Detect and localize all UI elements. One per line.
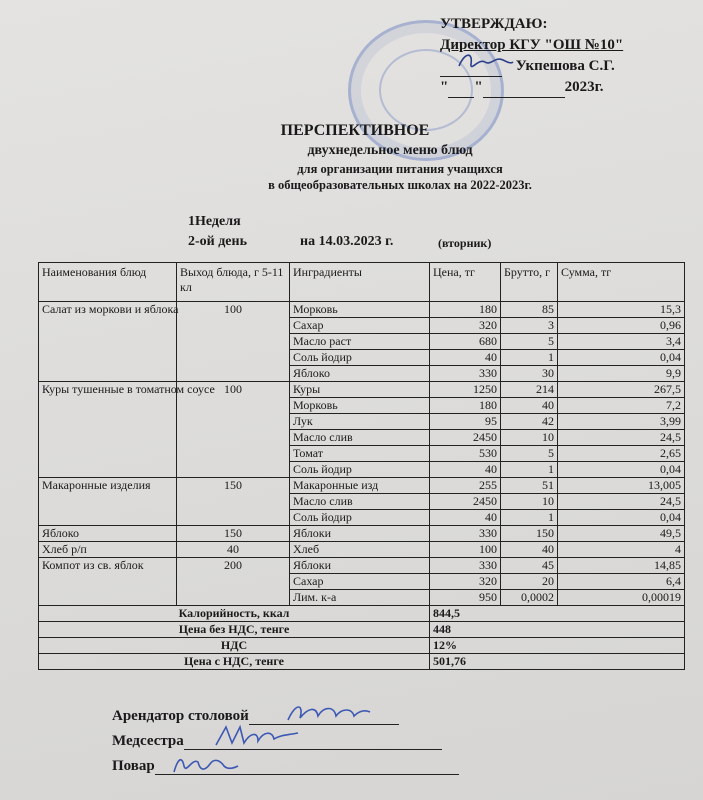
summary-value: 448 bbox=[430, 622, 685, 638]
ingredient-name: Куры bbox=[290, 382, 430, 398]
dish-yield: 100 bbox=[177, 302, 290, 382]
ingredient-price: 330 bbox=[430, 558, 501, 574]
summary-row bbox=[39, 622, 685, 638]
ingredient-price: 100 bbox=[430, 542, 501, 558]
dish-yield: 100 bbox=[177, 382, 290, 478]
dish-yield: 150 bbox=[177, 478, 290, 526]
document-titles bbox=[200, 122, 600, 193]
date-quote-open: " bbox=[440, 79, 449, 95]
ingredient-price: 320 bbox=[430, 318, 501, 334]
ingredient-sum: 0,04 bbox=[558, 350, 685, 366]
summary-label: Калорийность, ккал bbox=[39, 606, 430, 622]
ingredient-name: Лук bbox=[290, 414, 430, 430]
signature-nurse bbox=[112, 733, 459, 758]
table-row bbox=[39, 478, 685, 494]
ingredient-sum: 267,5 bbox=[558, 382, 685, 398]
ingredient-price: 2450 bbox=[430, 430, 501, 446]
ingredient-name: Яблоки bbox=[290, 526, 430, 542]
summary-value: 844,5 bbox=[430, 606, 685, 622]
ingredient-price: 40 bbox=[430, 462, 501, 478]
signature-cook-label: Повар bbox=[112, 758, 155, 774]
approval-director: Директор КГУ "ОШ №10" bbox=[440, 37, 624, 53]
ingredient-name: Хлеб bbox=[290, 542, 430, 558]
ingredient-price: 950 bbox=[430, 590, 501, 606]
ingredient-sum: 24,5 bbox=[558, 494, 685, 510]
ingredient-sum: 13,005 bbox=[558, 478, 685, 494]
menu-table bbox=[38, 262, 685, 670]
table-row bbox=[39, 542, 685, 558]
ingredient-sum: 0,04 bbox=[558, 462, 685, 478]
date-year: 2023г. bbox=[564, 79, 604, 95]
approval-date-line bbox=[440, 77, 623, 98]
director-signature bbox=[455, 48, 515, 76]
dish-yield: 150 bbox=[177, 526, 290, 542]
ingredient-sum: 7,2 bbox=[558, 398, 685, 414]
header-dish: Наименования блюд bbox=[39, 263, 177, 302]
ingredient-gross: 5 bbox=[501, 334, 558, 350]
ingredient-gross: 40 bbox=[501, 398, 558, 414]
ingredient-name: Соль йодир bbox=[290, 510, 430, 526]
ingredient-gross: 3 bbox=[501, 318, 558, 334]
summary-row bbox=[39, 654, 685, 670]
ingredient-price: 255 bbox=[430, 478, 501, 494]
header-gross: Брутто, г bbox=[501, 263, 558, 302]
table-header-row bbox=[39, 263, 685, 302]
title-main: ПЕРСПЕКТИВНОЕ bbox=[280, 122, 430, 139]
header-sum: Сумма, тг bbox=[558, 263, 685, 302]
title-sub: двухнедельное меню блюд bbox=[307, 143, 473, 158]
ingredient-gross: 10 bbox=[501, 494, 558, 510]
ingredient-gross: 30 bbox=[501, 366, 558, 382]
ingredient-name: Масло раст bbox=[290, 334, 430, 350]
header-price: Цена, тг bbox=[430, 263, 501, 302]
summary-value: 12% bbox=[430, 638, 685, 654]
ingredient-name: Сахар bbox=[290, 574, 430, 590]
week-label: 1Неделя bbox=[188, 214, 241, 229]
dish-yield: 40 bbox=[177, 542, 290, 558]
ingredient-price: 320 bbox=[430, 574, 501, 590]
dish-name: Салат из моркови и яблока bbox=[39, 302, 177, 382]
cook-signature bbox=[170, 752, 240, 778]
title-scope: в общеобразовательных школах на 2022-2023г. bbox=[268, 178, 532, 192]
header-yield: Выход блюда, г 5-11 кл bbox=[177, 263, 290, 302]
approval-name: Укпешова С.Г. bbox=[515, 58, 615, 74]
nurse-signature bbox=[212, 723, 302, 751]
ingredient-sum: 3,99 bbox=[558, 414, 685, 430]
ingredient-sum: 0,00019 bbox=[558, 590, 685, 606]
ingredient-sum: 9,9 bbox=[558, 366, 685, 382]
header-ingredients: Инградиенты bbox=[290, 263, 430, 302]
ingredient-price: 40 bbox=[430, 350, 501, 366]
ingredient-price: 680 bbox=[430, 334, 501, 350]
table-row bbox=[39, 302, 685, 318]
summary-label: НДС bbox=[39, 638, 430, 654]
approval-heading: УТВЕРЖДАЮ: bbox=[440, 16, 548, 32]
ingredient-name: Морковь bbox=[290, 398, 430, 414]
ingredient-name: Масло слив bbox=[290, 494, 430, 510]
ingredient-sum: 24,5 bbox=[558, 430, 685, 446]
date-quote-close: " bbox=[474, 79, 483, 95]
summary-value: 501,76 bbox=[430, 654, 685, 670]
ingredient-price: 180 bbox=[430, 398, 501, 414]
ingredient-sum: 4 bbox=[558, 542, 685, 558]
signature-cook bbox=[112, 758, 459, 783]
ingredient-gross: 40 bbox=[501, 542, 558, 558]
ingredient-name: Соль йодир bbox=[290, 462, 430, 478]
dish-name: Макаронные изделия bbox=[39, 478, 177, 526]
ingredient-name: Яблоко bbox=[290, 366, 430, 382]
ingredient-name: Макаронные изд bbox=[290, 478, 430, 494]
ingredient-name: Масло слив bbox=[290, 430, 430, 446]
ingredient-price: 1250 bbox=[430, 382, 501, 398]
ingredient-sum: 0,96 bbox=[558, 318, 685, 334]
signature-nurse-label: Медсестра bbox=[112, 733, 184, 749]
ingredient-sum: 2,65 bbox=[558, 446, 685, 462]
ingredient-gross: 45 bbox=[501, 558, 558, 574]
dish-name: Компот из св. яблок bbox=[39, 558, 177, 606]
ingredient-name: Морковь bbox=[290, 302, 430, 318]
table-row bbox=[39, 382, 685, 398]
ingredient-price: 40 bbox=[430, 510, 501, 526]
dish-yield: 200 bbox=[177, 558, 290, 606]
dish-name: Куры тушенные в томатном соусе bbox=[39, 382, 177, 478]
ingredient-gross: 10 bbox=[501, 430, 558, 446]
ingredient-name: Соль йодир bbox=[290, 350, 430, 366]
ingredient-sum: 3,4 bbox=[558, 334, 685, 350]
ingredient-gross: 0,0002 bbox=[501, 590, 558, 606]
ingredient-name: Яблоки bbox=[290, 558, 430, 574]
ingredient-sum: 0,04 bbox=[558, 510, 685, 526]
ingredient-price: 180 bbox=[430, 302, 501, 318]
date-day-line bbox=[448, 81, 474, 98]
weekday-label: (вторник) bbox=[438, 236, 492, 250]
date-month-line bbox=[483, 81, 565, 98]
ingredient-sum: 6,4 bbox=[558, 574, 685, 590]
ingredient-gross: 214 bbox=[501, 382, 558, 398]
signature-block bbox=[112, 708, 459, 783]
ingredient-price: 330 bbox=[430, 366, 501, 382]
menu-date: на 14.03.2023 г. bbox=[300, 234, 394, 249]
ingredient-name: Сахар bbox=[290, 318, 430, 334]
table-row bbox=[39, 526, 685, 542]
signature-tenant-label: Арендатор столовой bbox=[112, 708, 249, 724]
ingredient-gross: 150 bbox=[501, 526, 558, 542]
ingredient-name: Лим. к-а bbox=[290, 590, 430, 606]
ingredient-gross: 20 bbox=[501, 574, 558, 590]
ingredient-gross: 1 bbox=[501, 510, 558, 526]
dish-name: Хлеб р/п bbox=[39, 542, 177, 558]
summary-row bbox=[39, 638, 685, 654]
ingredient-gross: 1 bbox=[501, 462, 558, 478]
ingredient-gross: 1 bbox=[501, 350, 558, 366]
ingredient-gross: 85 bbox=[501, 302, 558, 318]
ingredient-price: 95 bbox=[430, 414, 501, 430]
day-label: 2-ой день bbox=[188, 234, 247, 249]
ingredient-gross: 5 bbox=[501, 446, 558, 462]
ingredient-sum: 14,85 bbox=[558, 558, 685, 574]
ingredient-price: 330 bbox=[430, 526, 501, 542]
ingredient-price: 530 bbox=[430, 446, 501, 462]
dish-name: Яблоко bbox=[39, 526, 177, 542]
table-row bbox=[39, 558, 685, 574]
ingredient-name: Томат bbox=[290, 446, 430, 462]
summary-label: Цена с НДС, тенге bbox=[39, 654, 430, 670]
summary-row bbox=[39, 606, 685, 622]
title-purpose: для организации питания учащихся bbox=[297, 162, 503, 176]
ingredient-sum: 15,3 bbox=[558, 302, 685, 318]
ingredient-gross: 51 bbox=[501, 478, 558, 494]
menu-body bbox=[39, 302, 685, 670]
ingredient-gross: 42 bbox=[501, 414, 558, 430]
ingredient-sum: 49,5 bbox=[558, 526, 685, 542]
ingredient-price: 2450 bbox=[430, 494, 501, 510]
summary-label: Цена без НДС, тенге bbox=[39, 622, 430, 638]
